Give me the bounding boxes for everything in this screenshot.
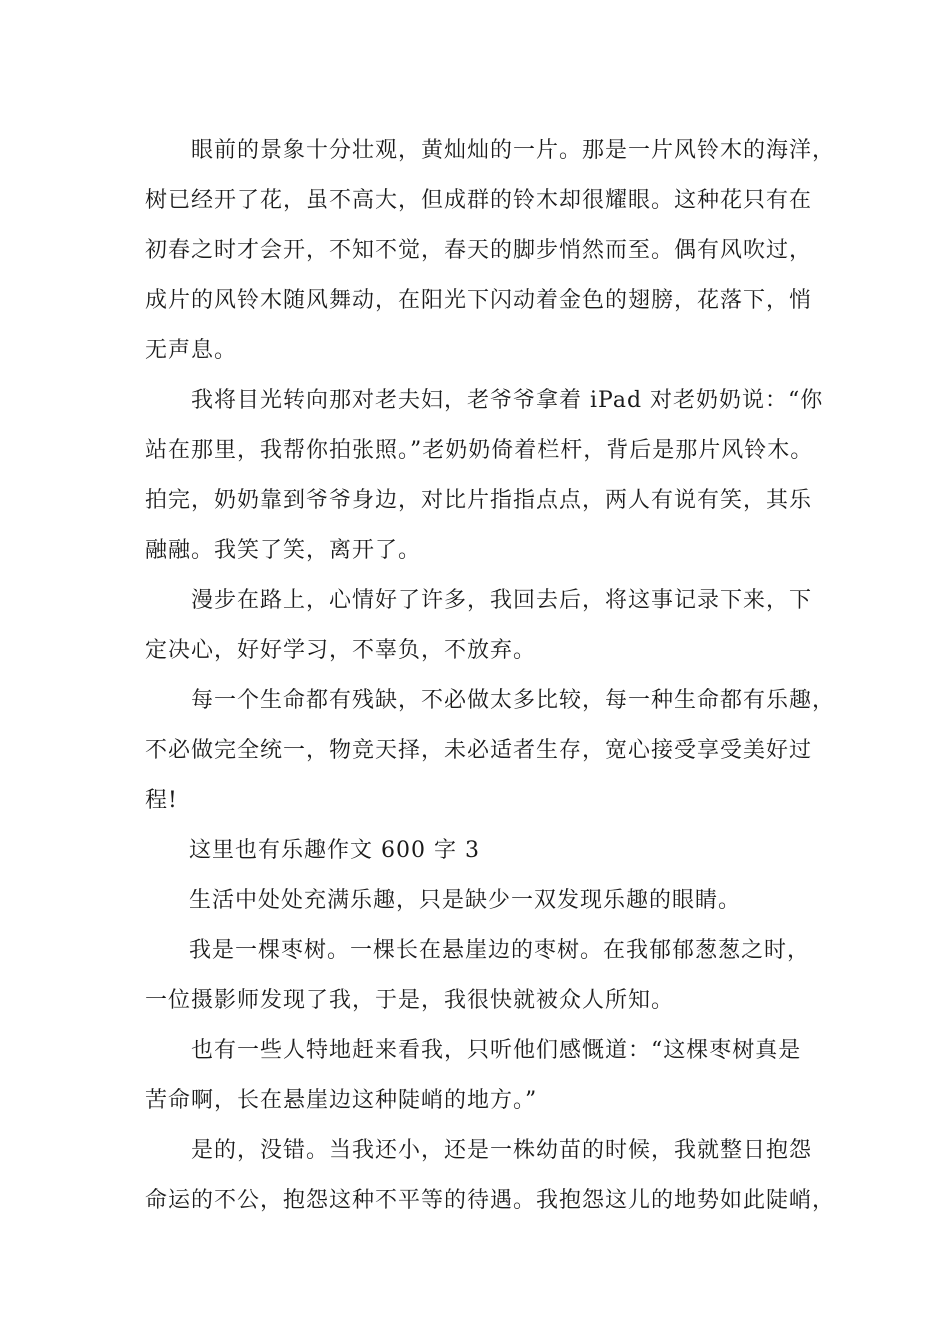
text-line: 漫步在路上，心情好了许多，我回去后，将这事记录下来，下 [191,588,813,613]
text-line: 初春之时才会开，不知不觉，春天的脚步悄然而至。偶有风吹过， [145,238,813,263]
text-line: 我是一棵枣树。一棵长在悬崖边的枣树。在我郁郁葱葱之时， [189,938,811,963]
text-line: 我将目光转向那对老夫妇，老爷爷拿着 iPad 对老奶奶说：“你 [191,388,824,413]
text-line: 眼前的景象十分壮观，黄灿灿的一片。那是一片风铃木的海洋， [191,138,836,163]
text-line: 命运的不公，抱怨这种不平等的待遇。我抱怨这儿的地势如此陡峭， [145,1188,836,1213]
text-line: 一位摄影师发现了我，于是，我很快就被众人所知。 [145,988,675,1013]
text-line: 站在那里，我帮你拍张照。”老奶奶倚着栏杆，背后是那片风铃木。 [145,438,814,463]
text-line: 拍完，奶奶靠到爷爷身边，对比片指指点点，两人有说有笑，其乐 [145,488,813,513]
text-line: 定决心，好好学习，不辜负，不放弃。 [145,638,537,663]
text-line: 树已经开了花，虽不高大，但成群的铃木却很耀眼。这种花只有在 [145,188,813,213]
text-line: 无声息。 [145,338,238,363]
text-line: 不必做完全统一，物竞天择，未必适者生存，宽心接受享受美好过 [145,738,813,763]
text-line: 程! [145,788,178,813]
text-line: 融融。我笑了笑，离开了。 [145,538,422,563]
text-line: 每一个生命都有残缺，不必做太多比较，每一种生命都有乐趣， [191,688,836,713]
text-line: 生活中处处充满乐趣，只是缺少一双发现乐趣的眼睛。 [189,888,742,913]
section-heading: 这里也有乐趣作文 600 字 3 [189,838,480,863]
text-line: 是的，没错。当我还小，还是一株幼苗的时候，我就整日抱怨 [191,1138,813,1163]
text-line: 苦命啊，长在悬崖边这种陡峭的地方。” [145,1088,538,1113]
text-line: 成片的风铃木随风舞动，在阳光下闪动着金色的翅膀，花落下，悄 [145,288,813,313]
text-line: 也有一些人特地赶来看我，只听他们感慨道：“这棵枣树真是 [191,1038,802,1063]
